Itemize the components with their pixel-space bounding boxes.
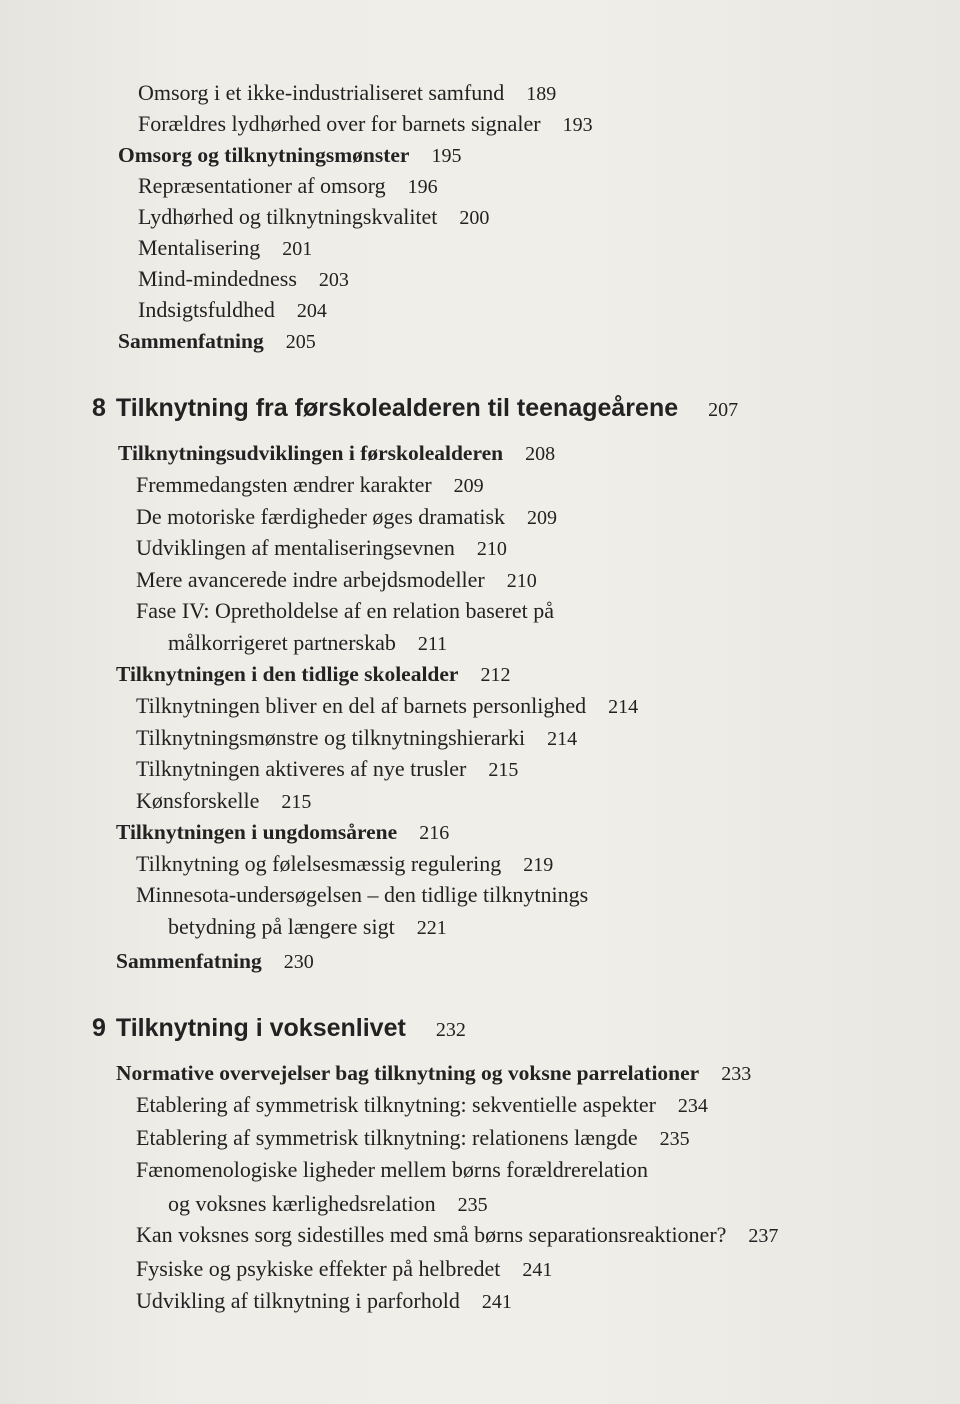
entry-page: 204: [296, 300, 327, 322]
entry-page: 230: [283, 951, 314, 973]
entry-title: Tilknytning og følelsesmæssig regulering: [136, 851, 502, 876]
entry-title: Kan voksnes sorg sidestilles med små børns separationsreaktioner?: [136, 1222, 727, 1247]
entry-title: Forældres lydhørhed over for barnets signaler: [138, 111, 541, 136]
toc-entry: [138, 204, 489, 231]
entry-page: 241: [522, 1259, 553, 1281]
entry-title: Fysiske og psykiske effekter på helbredet: [136, 1256, 501, 1281]
entry-page: 208: [525, 443, 556, 465]
chapter-page: 232: [435, 1019, 466, 1041]
toc-entry: [136, 756, 518, 783]
entry-title: Normative overvejelser bag tilknytning og voksne parrelationer: [116, 1061, 700, 1085]
entry-page: 214: [608, 696, 639, 718]
toc-entry: [138, 297, 327, 324]
entry-page: 235: [457, 1194, 488, 1216]
entry-page: 237: [748, 1225, 779, 1247]
entry-title: Tilknytningen i ungdomsårene: [116, 820, 398, 844]
toc-entry: [136, 472, 484, 499]
entry-page: 221: [416, 917, 447, 939]
entry-page: 203: [318, 269, 349, 291]
toc-entry: [136, 535, 507, 562]
entry-title: Sammenfatning: [118, 329, 264, 353]
toc-entry: [136, 788, 311, 815]
chapter-number: 9: [92, 1014, 106, 1042]
entry-title: Tilknytningsudviklingen i førskolealderen: [118, 441, 504, 465]
toc-entry-continuation: [168, 630, 447, 657]
entry-page: 241: [481, 1291, 512, 1313]
entry-page: 196: [407, 176, 438, 198]
entry-page: 214: [547, 728, 578, 750]
entry-page: 210: [476, 538, 507, 560]
entry-title: Tilknytningsmønstre og tilknytningshierarki: [136, 725, 526, 750]
entry-title: Etablering af symmetrisk tilknytning: relationens længde: [136, 1125, 638, 1150]
toc-entry: [138, 80, 556, 107]
entry-page: 209: [527, 507, 558, 529]
toc-entry: [136, 693, 638, 720]
entry-title: målkorrigeret partnerskab: [168, 630, 396, 655]
toc-entry: [136, 1288, 512, 1315]
entry-page: 209: [453, 475, 484, 497]
entry-page: 211: [417, 633, 448, 655]
entry-title: Omsorg i et ikke-industrialiseret samfund: [138, 80, 505, 105]
toc-section: [118, 142, 461, 169]
toc-entry: [138, 173, 438, 200]
entry-title: Fase IV: Opretholdelse af en relation baseret på: [136, 598, 555, 623]
toc-entry: [136, 882, 588, 908]
toc-section: [116, 1060, 751, 1087]
chapter-page: 207: [708, 399, 739, 421]
toc-entry: [136, 598, 554, 624]
entry-title: Omsorg og tilknytningsmønster: [118, 143, 410, 167]
toc-entry: [136, 725, 577, 752]
entry-title: Tilknytningen aktiveres af nye trusler: [136, 756, 467, 781]
chapter-title: Tilknytning fra førskolealderen til teenageårene: [115, 394, 679, 422]
toc-section: [116, 661, 510, 688]
toc-entry: [136, 1256, 552, 1283]
toc-entry: [136, 1092, 708, 1119]
entry-title: Indsigtsfuldhed: [138, 297, 275, 322]
entry-page: 201: [282, 238, 313, 260]
chapter-heading: [92, 393, 738, 425]
entry-page: 193: [562, 114, 593, 136]
entry-page: 210: [506, 570, 537, 592]
entry-page: 212: [480, 664, 511, 686]
toc-section: [116, 948, 314, 975]
entry-title: betydning på længere sigt: [168, 914, 395, 939]
entry-title: og voksnes kærlighedsrelation: [168, 1191, 436, 1216]
entry-page: 195: [431, 145, 462, 167]
toc-entry: [136, 567, 537, 594]
entry-title: Lydhørhed og tilknytningskvalitet: [138, 204, 438, 229]
toc-section: [116, 819, 449, 846]
entry-page: 216: [419, 822, 450, 844]
toc-entry: [136, 1125, 690, 1152]
toc-entry: [138, 266, 349, 293]
entry-page: 200: [459, 207, 490, 229]
toc-entry: [136, 851, 553, 878]
entry-page: 235: [659, 1128, 690, 1150]
toc-entry: [138, 235, 312, 262]
chapter-title: Tilknytning i voksenlivet: [115, 1014, 406, 1042]
entry-title: Minnesota-undersøgelsen – den tidlige tilknytnings: [136, 882, 589, 907]
entry-page: 215: [488, 759, 519, 781]
entry-page: 205: [285, 331, 316, 353]
toc-entry: [138, 111, 593, 138]
toc-section: [118, 440, 555, 467]
entry-title: Sammenfatning: [116, 949, 262, 973]
chapter-number: 8: [92, 394, 106, 422]
toc-section: [118, 328, 316, 355]
entry-title: Udvikling af tilknytning i parforhold: [136, 1288, 460, 1313]
entry-title: Fremmedangsten ændrer karakter: [136, 472, 432, 497]
entry-page: 219: [523, 854, 554, 876]
entry-title: Repræsentationer af omsorg: [138, 173, 386, 198]
entry-title: Kønsforskelle: [136, 788, 260, 813]
entry-title: Mentalisering: [138, 235, 261, 260]
entry-title: Tilknytningen i den tidlige skolealder: [116, 662, 459, 686]
entry-title: Udviklingen af mentaliseringsevnen: [136, 535, 455, 560]
entry-title: Etablering af symmetrisk tilknytning: sekventielle aspekter: [136, 1092, 656, 1117]
entry-page: 234: [677, 1095, 708, 1117]
entry-title: Mind-mindedness: [138, 266, 297, 291]
toc-entry: [136, 504, 557, 531]
entry-title: Tilknytningen bliver en del af barnets personlighed: [136, 693, 587, 718]
toc-entry: [136, 1222, 778, 1249]
entry-page: 215: [281, 791, 312, 813]
entry-page: 233: [721, 1063, 752, 1085]
entry-title: Fænomenologiske ligheder mellem børns forældrerelation: [136, 1157, 649, 1182]
toc-entry: [136, 1157, 648, 1183]
chapter-heading: [92, 1013, 466, 1045]
toc-entry-continuation: [168, 914, 447, 941]
entry-page: 189: [526, 83, 557, 105]
entry-title: Mere avancerede indre arbejdsmodeller: [136, 567, 485, 592]
entry-title: De motoriske færdigheder øges dramatisk: [136, 504, 506, 529]
toc-entry-continuation: [168, 1191, 488, 1218]
